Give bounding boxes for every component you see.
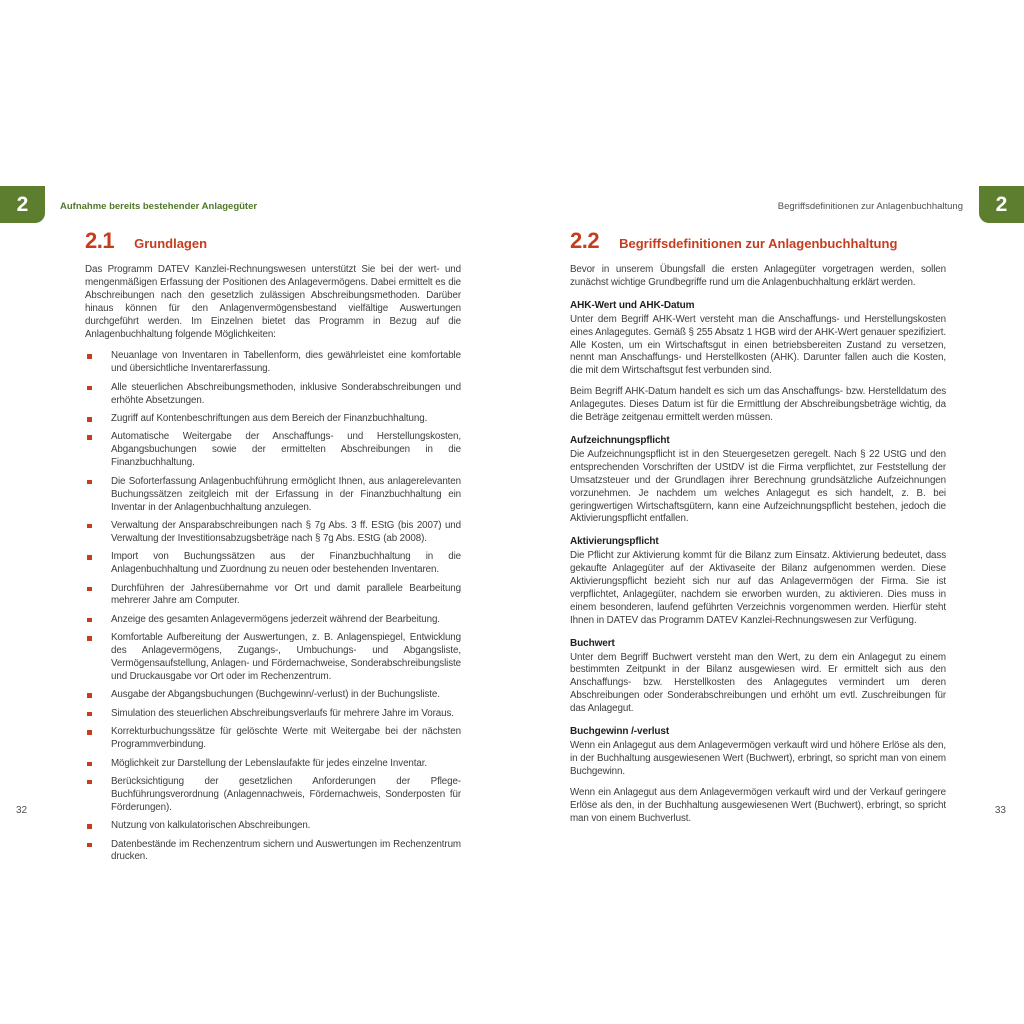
running-header-right: Begriffsdefinitionen zur Anlagenbuchhaltung [777, 201, 963, 212]
section-heading-2-1 [85, 230, 461, 252]
list-item-text: Nutzung von kalkulatorischen Abschreibungen. [111, 820, 311, 832]
list-item [85, 689, 461, 702]
page-number-left: 32 [16, 805, 28, 816]
list-item [85, 632, 461, 684]
bullet-square-icon [87, 524, 92, 529]
list-item-text: Möglichkeit zur Darstellung der Lebenslaufakte für jedes einzelne Inventar. [111, 757, 427, 769]
definition-term: Buchgewinn /-verlust [570, 726, 670, 738]
definition-paragraph: Die Pflicht zur Aktivierung kommt für die Bilanz zum Einsatz. Aktivierung bedeutet, dass gekaufte Anlagegüter auf der Aktivaseite der Bilanz aufgenommen werden. Diese Aktivierungspflicht bezieht sich nur auf das Anlagevermögen der Firma. Sie ist verpflichtet, Anlagegüter, nachdem sie erworben wurden, zu aktivieren. Dies muss in einem besonderen, laufend geführten Verzeichnis vorgenommen werden. Hierfür steht Ihnen in DATEV das Programm DATEV Kanzlei-Rechnungswesen zur Verfügung. [570, 550, 946, 626]
left-page-column [85, 230, 461, 870]
intro-paragraph: Das Programm DATEV Kanzlei-Rechnungswesen unterstützt Sie bei der wert- und mengenmäßigen Erfassung der Positionen des Anlagevermögens. Dabei ermittelt es die Abschreibungen nach den gesetzlich zulässigen Abschreibungsmethoden. Darüber hinaus können für den Anlagenvermögensbestand vielfältige Auswertungen durchgeführt werden. Im Einzelnen bietet das Programm in Bezug auf die Anlagenbuchhaltung folgende Möglichkeiten: [85, 264, 461, 340]
list-item-text: Anzeige des gesamten Anlagevermögens jederzeit während der Bearbeitung. [111, 613, 440, 625]
definition-term: AHK-Wert und AHK-Datum [570, 299, 695, 311]
bullet-square-icon [87, 417, 92, 422]
list-item [85, 413, 461, 426]
definition-aufzeichnungspflicht [570, 435, 946, 526]
definition-paragraph: Wenn ein Anlagegut aus dem Anlagevermögen verkauft wird und höhere Erlöse als den, in der Buchhaltung ausgewiesenen Wert (Buchwert), erbringt, so spricht man von einem Buchgewinn. [570, 740, 946, 777]
definition-buchgewinn-verlust [570, 726, 946, 825]
list-item-text: Simulation des steuerlichen Abschreibungsverlaufs für mehrere Jahre im Voraus. [111, 707, 454, 719]
definition-term: Aufzeichnungspflicht [570, 434, 670, 446]
chapter-number: 2 [995, 192, 1008, 216]
list-item [85, 382, 461, 408]
list-item [85, 820, 461, 833]
list-item [85, 708, 461, 721]
definition-paragraph: Wenn ein Anlagegut aus dem Anlagevermögen verkauft wird und der Verkauf geringere Erlöse als den, in der Buchhaltung ausgewiesenen Wert (Buchwert), erbringt, so spricht man von einem Buchverlust. [570, 786, 946, 824]
list-item [85, 776, 461, 815]
list-item [85, 614, 461, 627]
list-item-text: Alle steuerlichen Abschreibungsmethoden, inklusive Sonderabschreibungen und erhöhte Absetzungen. [111, 381, 461, 406]
bullet-square-icon [87, 762, 92, 767]
list-item-text: Datenbestände im Rechenzentrum sichern und Auswertungen im Rechenzentrum drucken. [111, 838, 461, 863]
list-item-text: Verwaltung der Ansparabschreibungen nach § 7g Abs. 3 ff. EStG (bis 2007) und Verwaltung der Investitionsabzugsbeträge nach § 7g Abs. EStG (ab 2008). [111, 519, 461, 544]
definition-buchwert [570, 638, 946, 716]
right-page-column [570, 230, 946, 833]
chapter-tab-right [979, 186, 1024, 223]
right-body-text [570, 264, 946, 825]
section-title: Begriffsdefinitionen zur Anlagenbuchhaltung [619, 236, 898, 251]
list-item [85, 583, 461, 609]
bullet-square-icon [87, 780, 92, 785]
chapter-number: 2 [16, 192, 29, 216]
chapter-tab-left [0, 186, 45, 223]
definition-term: Aktivierungspflicht [570, 536, 659, 548]
list-item-text: Durchführen der Jahresübernahme vor Ort und damit parallele Bearbeitung mehrerer Jahre am Computer. [111, 582, 461, 607]
definition-paragraph: Unter dem Begriff AHK-Wert versteht man die Anschaffungs- und Herstellungskosten eines Anlagegutes. Gemäß § 255 Absatz 1 HGB wird der AHK-Wert genauer spezifiziert. Alle Kosten, um ein Wirtschaftsgut in einen betriebsbereiten Zustand zu versetzen, nennt man Anschaffungs- und Herstellkosten (AHK). Darunter fallen auch die Kosten, die mit dem Wirtschaftsgut fest verbunden sind. [570, 313, 946, 377]
bullet-square-icon [87, 712, 92, 717]
bullet-square-icon [87, 824, 92, 829]
feature-bullet-list [85, 350, 461, 864]
bullet-square-icon [87, 480, 92, 485]
definition-aktivierungspflicht [570, 536, 946, 627]
section-number: 2.2 [570, 228, 600, 253]
bullet-square-icon [87, 843, 92, 848]
bullet-square-icon [87, 555, 92, 560]
bullet-square-icon [87, 636, 92, 641]
section-title: Grundlagen [134, 236, 208, 251]
definition-term: Buchwert [570, 637, 615, 649]
section-number: 2.1 [85, 228, 115, 253]
definition-ahk [570, 300, 946, 425]
bullet-square-icon [87, 730, 92, 735]
running-header-left: Aufnahme bereits bestehender Anlagegüter [60, 201, 258, 212]
list-item [85, 350, 461, 376]
definition-paragraph: Unter dem Begriff Buchwert versteht man den Wert, zu dem ein Anlagegut zu einem bestimmten Zeitpunkt in der Bilanz ausgewiesen wird. Er ermittelt sich aus den Anschaffungs- bzw. Herstellkosten des Anlagegutes vermindert um deren Abschreibungen oder Sonderabschreibungen und erhöht um evtl. Zuschreibungen für das Anlagegut. [570, 651, 946, 715]
list-item-text: Zugriff auf Kontenbeschriftungen aus dem Bereich der Finanzbuchhaltung. [111, 413, 428, 425]
definition-paragraph: Beim Begriff AHK-Datum handelt es sich um das Anschaffungs- bzw. Herstelldatum des Anlagegutes. Dieses Datum ist für die Ermittlung der Abschreibungsbeträge wichtig, da die Beträge zeitgenau ermittelt werden müssen. [570, 386, 946, 424]
list-item [85, 520, 461, 546]
list-item-text: Neuanlage von Inventaren in Tabellenform, dies gewährleistet eine komfortable und übersichtliche Inventarerfassung. [111, 350, 461, 375]
bullet-square-icon [87, 587, 92, 592]
list-item-text: Import von Buchungssätzen aus der Finanzbuchhaltung in die Anlagenbuchhaltung und Zuordnung zu neuen oder bestehenden Inventaren. [111, 551, 461, 576]
left-body-text [85, 264, 461, 864]
intro-paragraph: Bevor in unserem Übungsfall die ersten Anlagegüter vorgetragen werden, sollen zunächst wichtige Grundbegriffe rund um die Anlagenbuchhaltung erklärt werden. [570, 264, 946, 288]
page-number-right: 33 [994, 805, 1006, 816]
list-item [85, 476, 461, 515]
list-item [85, 431, 461, 470]
list-item-text: Die Soforterfassung Anlagenbuchführung ermöglicht Ihnen, aus anlagerelevanten Buchungssätzen zeitgleich mit der Erfassung in der Finanzbuchhaltung ein Inventar in der Anlagenbuchhaltung anzulegen. [111, 475, 461, 513]
bullet-square-icon [87, 435, 92, 440]
list-item [85, 726, 461, 752]
list-item-text: Berücksichtigung der gesetzlichen Anforderungen der Pflege-Buchführungsverordnung (Anlagennachweis, Fördernachweis, Sonderposten für Förderungen). [111, 775, 461, 813]
list-item-text: Korrekturbuchungssätze für gelöschte Werte mit Weitergabe bei der nächsten Programmverbindung. [111, 726, 461, 751]
bullet-square-icon [87, 386, 92, 391]
bullet-square-icon [87, 693, 92, 698]
definition-paragraph: Die Aufzeichnungspflicht ist in den Steuergesetzen geregelt. Nach § 22 UStG und den entsprechenden Vorschriften der UStDV ist die Firma verpflichtet, zur Feststellung der Umsatzsteuer und der Grundlagen ihrer Berechnung grundsätzliche Aufzeichnungen vorzunehmen. Je nachdem um welches Anlagegut es sich handelt, z. B. bei geringwertigen Wirtschaftsgütern, kann eine Aufzeichnungspflicht bestehen, jedoch die Aktivierungspflicht entfallen. [570, 448, 946, 525]
list-item-text: Komfortable Aufbereitung der Auswertungen, z. B. Anlagenspiegel, Entwicklung des Anlagevermögens, Zugangs-, Umbuchungs- und Abgangsliste, Vermögensaufstellung, Anlagen- und Fördernachweise, Sonderabschreibungsliste und Druckausgabe vor Ort oder im Rechenzentrum. [111, 632, 461, 682]
list-item-text: Ausgabe der Abgangsbuchungen (Buchgewinn/-verlust) in der Buchungsliste. [111, 689, 440, 701]
list-item [85, 551, 461, 577]
list-item [85, 758, 461, 771]
list-item-text: Automatische Weitergabe der Anschaffungs- und Herstellungskosten, Abgangsbuchungen sowie der ermittelten Abschreibungen in die Finanzbuchhaltung. [111, 431, 461, 469]
section-heading-2-2 [570, 230, 946, 252]
bullet-square-icon [87, 354, 92, 359]
list-item [85, 839, 461, 865]
bullet-square-icon [87, 618, 92, 623]
